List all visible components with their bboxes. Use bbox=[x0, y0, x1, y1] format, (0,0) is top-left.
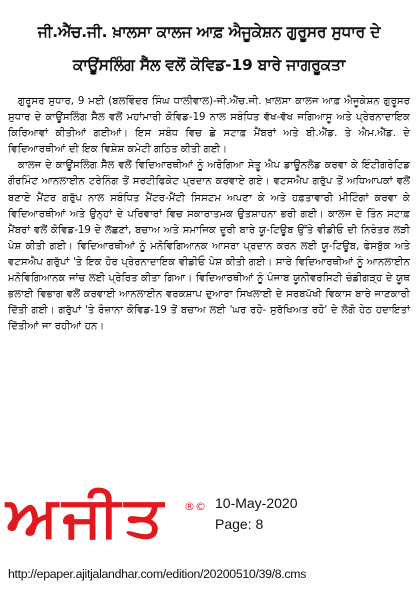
article-paragraph-2: ਕਾਲਜ ਦੇ ਕਾਊਂਸਲਿੰਗ ਸੈੱਲ ਵਲੋਂ ਵਿਦਿਆਰਥੀਆਂ ਨੂੰ ਅਰੋਗਿਆ ਸੇਤੂ ਐਪ ਡਾਊਨਲੋਡ ਕਰਵਾ ਕੇ ਇੰਟੀਗਰੇਟਿਡ ਗੌਰਮਿੰਟ ਆਨਲਾਈਨ ਟਰੇਨਿੰਗ ਤੋਂ ਸਰਟੀਫਿਕੇਟ ਪ੍ਰਦਾਨ ਕਰਵਾਏ ਗਏ। ਵਟਸਐਪ ਗਰੁੱਪ ਤੋਂ ਅਧਿਆਪਕਾਂ ਵਲੋਂ ਬਣਾਏ ਮੈਂਟਰ ਗਰੁੱਪ ਨਾਲ ਸਬੰਧਿਤ ਮੈਂਟਰ-ਮੈਂਟੀ ਸਿਸਟਮ ਅਪਣਾ ਕੇ ਅਤੇ ਹਫ਼ਤਾਵਾਰੀ ਮੀਟਿੰਗਾਂ ਕਰਵਾ ਕੇ ਵਿਦਿਆਰਥੀਆਂ ਅਤੇ ਉਨ੍ਹਾਂ ਦੇ ਪਰਿਵਾਰਾਂ ਵਿਚ ਸਕਾਰਾਤਮਕ ਉਤਸ਼ਾਹਨਾ ਭਰੀ ਗਈ। ਕਾਲਜ ਦੇ ਤਿੰਨ ਸਟਾਫ਼ ਮੈਂਬਰਾਂ ਵਲੋਂ ਕੋਵਿਡ-19 ਦੇ ਲੱਛਣਾਂ, ਬਚਾਅ ਅਤੇ ਸਮਾਜਿਕ ਦੂਰੀ ਬਾਰੇ ਯੂ-ਟਿਊਬ ਉੱਤੇ ਵੀਡੀਓ ਦੀ ਨਿਰੰਤਰ ਲੜੀ ਪੇਸ਼ ਕੀਤੀ ਗਈ। ਵਿਦਿਆਰਥੀਆਂ ਨੂੰ ਮਨੋਵਿਗਿਆਨਕ ਆਸਰਾ ਪ੍ਰਦਾਨ ਕਰਨ ਲਈ ਯੂ-ਟਿਊਬ, ਫੇਸਬੁੱਕ ਅਤੇ ਵਟਸਐਪ ਗਰੁੱਪਾਂ 'ਤੇ ਇਕ ਹੋਰ ਪ੍ਰੇਰਨਾਦਾਇਕ ਵੀਡੀਓ ਪੇਸ਼ ਕੀਤੀ ਗਈ। ਸਾਰੇ ਵਿਦਿਆਰਥੀਆਂ ਨੂੰ ਆਨਲਾਈਨ ਮਨੋਵਿਗਿਆਨਕ ਜਾਂਚ ਲਈ ਪ੍ਰੇਰਿਤ ਕੀਤਾ ਗਿਆ। ਵਿਦਿਆਰਥੀਆਂ ਨੂੰ ਪੰਜਾਬ ਯੂਨੀਵਰਸਿਟੀ ਚੰਡੀਗੜ੍ਹ ਦੇ ਯੂਥ ਭਲਾਈ ਵਿਭਾਗ ਵਲੋਂ ਕਰਵਾਈ ਆਨਲਾਈਨ ਵਰਕਸ਼ਾਪ ਦੁਆਰਾ ਸਿਖਲਾਈ ਦੇ ਸਰਬਪੱਖੀ ਵਿਕਾਸ ਬਾਰੇ ਜਾਣਕਾਰੀ ਦਿੱਤੀ ਗਈ। ਗਰੁੱਪਾਂ 'ਤੇ ਰੋਜ਼ਾਨਾ ਕੋਵਿਡ-19 ਤੋਂ ਬਚਾਅ ਲਈ 'ਘਰ ਰਹੋ- ਸੁਰੱਖਿਅਤ ਰਹੋ' ਦੇ ਲੋਗੋ ਹੇਠ ਹਦਾਇਤਾਂ ਦਿੱਤੀਆਂ ਜਾ ਰਹੀਆਂ ਹਨ। bbox=[8, 160, 410, 333]
article-body bbox=[8, 94, 410, 335]
source-url[interactable]: http://epaper.ajitjalandhar.com/edition/20200510/39/8.cms bbox=[8, 567, 307, 581]
newspaper-logo: ਅਜੀਤ bbox=[6, 485, 168, 550]
registered-mark: ®© bbox=[184, 500, 206, 513]
article-paragraph-1: ਗੁਰੂਸਰ ਸੁਧਾਰ, 9 ਮਈ (ਬਲਵਿੰਦਰ ਸਿੰਘ ਧਾਲੀਵਾਲ)-ਜੀ.ਐੱਚ.ਜੀ. ਖ਼ਾਲਸਾ ਕਾਲਜ ਆਫ਼ ਐਜੂਕੇਸ਼ਨ ਗੁਰੂਸਰ ਸੁਧਾਰ ਦੇ ਕਾਊਂਸਲਿੰਗ ਸੈੱਲ ਵਲੋਂ ਮਹਾਂਮਾਰੀ ਕੋਵਿਡ-19 ਨਾਲ ਸਬੰਧਿਤ ਵੱਖ-ਵੱਖ ਜਗਿਆਸੂ ਅਤੇ ਪ੍ਰੇਰਨਾਦਾਇਕ ਕਿਰਿਆਵਾਂ ਕੀਤੀਆਂ ਗਈਆਂ। ਇਸ ਸਬੰਧ ਵਿਚ ਛੇ ਸਟਾਫ਼ ਮੈਂਬਰਾਂ ਅਤੇ ਬੀ.ਐੱਡ. ਤੇ ਐਮ.ਐੱਡ. ਦੇ ਵਿਦਿਆਰਥੀਆਂ ਦੀ ਇਕ ਵਿਸ਼ੇਸ਼ ਕਮੇਟੀ ਗਠਿਤ ਕੀਤੀ ਗਈ। bbox=[8, 96, 410, 156]
headline-line-1: ਜੀ.ਐੱਚ.ਜੀ. ਖ਼ਾਲਸਾ ਕਾਲਜ ਆਫ਼ ਐਜੂਕੇਸ਼ਨ ਗੁਰੂਸਰ ਸੁਧਾਰ ਦੇ bbox=[37, 23, 381, 41]
page-number: Page: 8 bbox=[215, 516, 264, 532]
edition-date: 10-May-2020 bbox=[215, 495, 298, 511]
headline-line-2: ਕਾਊਂਸਲਿੰਗ ਸੈੱਲ ਵਲੋਂ ਕੋਵਿਡ-19 ਬਾਰੇ ਜਾਗਰੂਕਤਾ bbox=[72, 56, 346, 74]
